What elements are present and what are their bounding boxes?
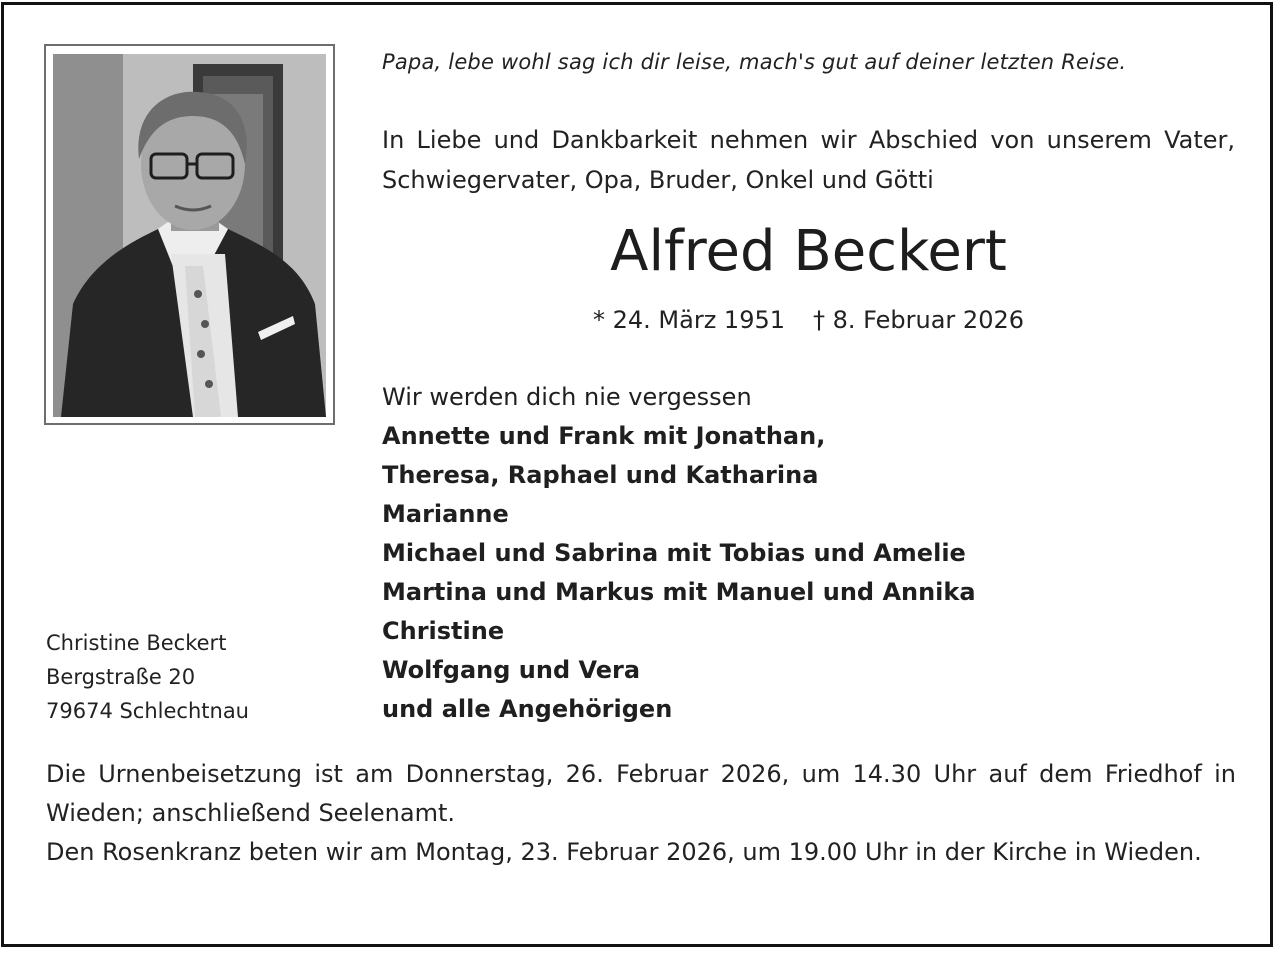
family-line: Wolfgang und Vera: [382, 656, 641, 684]
quote: Papa, lebe wohl sag ich dir leise, mach's gut auf deiner letzten Reise.: [382, 50, 1127, 74]
life-dates: [382, 300, 1235, 340]
family-list: [382, 378, 976, 729]
address-block: [46, 626, 249, 728]
family-intro: Wir werden dich nie vergessen: [382, 383, 752, 411]
rosary-notice: Den Rosenkranz beten wir am Montag, 23. Februar 2026, um 19.00 Uhr in der Kirche in Wieden.: [46, 838, 1202, 866]
portrait-photo: [53, 54, 326, 417]
family-line: Theresa, Raphael und Katharina: [382, 461, 819, 489]
portrait-illustration: [53, 54, 326, 417]
family-line: Annette und Frank mit Jonathan,: [382, 422, 826, 450]
family-line: Michael und Sabrina mit Tobias und Amelie: [382, 539, 966, 567]
burial-notice: Die Urnenbeisetzung ist am Donnerstag, 26. Februar 2026, um 14.30 Uhr auf dem Friedhof in Wieden; anschließend Seelenamt.: [46, 760, 1236, 827]
address-name: Christine Beckert: [46, 631, 227, 655]
service-notice: [46, 755, 1236, 872]
family-line: und alle Angehörigen: [382, 695, 673, 723]
family-line: Marianne: [382, 500, 509, 528]
address-street: Bergstraße 20: [46, 665, 196, 689]
family-line: Christine: [382, 617, 505, 645]
death-date: † 8. Februar 2026: [813, 306, 1025, 334]
intro-text: In Liebe und Dankbarkeit nehmen wir Abschied von unserem Vater, Schwiegervater, Opa, Bruder, Onkel und Götti: [382, 126, 1235, 194]
deceased-name: Alfred Beckert: [610, 219, 1007, 284]
portrait-photo-frame: [44, 44, 335, 425]
family-line: Martina und Markus mit Manuel und Annika: [382, 578, 976, 606]
address-city: 79674 Schlechtnau: [46, 699, 249, 723]
birth-date: * 24. März 1951: [592, 306, 785, 334]
